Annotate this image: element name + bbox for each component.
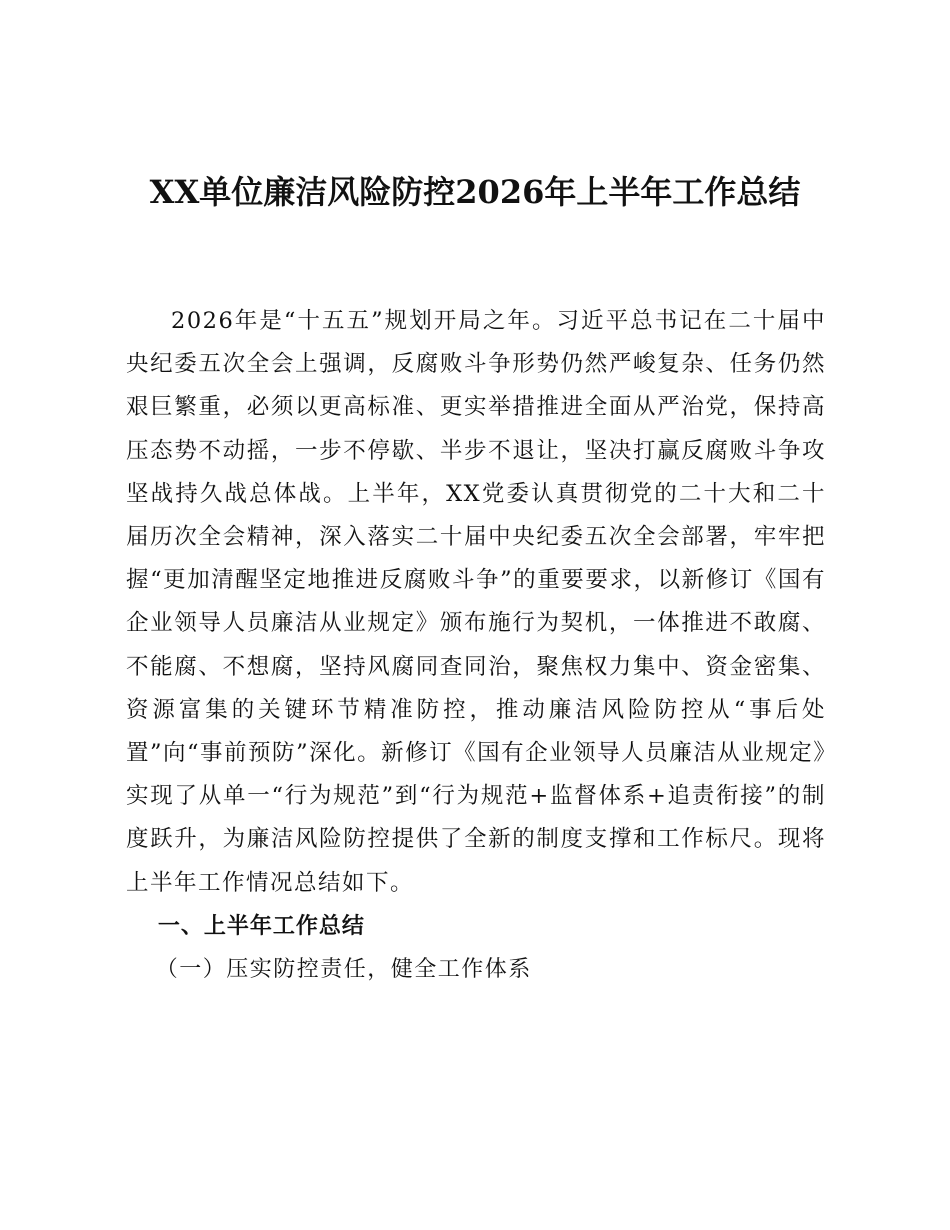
document-body: [126, 300, 826, 991]
document-title: XX单位廉洁风险防控2026年上半年工作总结: [149, 173, 801, 211]
intro-paragraph: 2026年是“十五五”规划开局之年。习近平总书记在二十届中央纪委五次全会上强调，反腐败斗争形势仍然严峻复杂、任务仍然艰巨繁重，必须以更高标准、更实举措推进全面从严治党，保持高压态势不动摇，一步不停歇、半步不退让，坚决打赢反腐败斗争攻坚战持久战总体战。上半年，XX党委认真贯彻党的二十大和二十届历次全会精神，深入落实二十届中央纪委五次全会部署，牢牢把握“更加清醒坚定地推进反腐败斗争”的重要要求，以新修订《国有企业领导人员廉洁从业规定》颁布施行为契机，一体推进不敢腐、不能腐、不想腐，坚持风腐同查同治，聚焦权力集中、资金密集、资源富集的关键环节精准防控，推动廉洁风险防控从“事后处置”向“事前预防”深化。新修订《国有企业领导人员廉洁从业规定》实现了从单一“行为规范”到“行为规范+监督体系+追责衔接”的制度跃升，为廉洁风险防控提供了全新的制度支撑和工作标尺。现将上半年工作情况总结如下。: [126, 308, 826, 896]
subsection-heading-1: （一）压实防控责任，健全工作体系: [155, 957, 532, 983]
section-heading-1: 一、上半年工作总结: [157, 913, 365, 939]
